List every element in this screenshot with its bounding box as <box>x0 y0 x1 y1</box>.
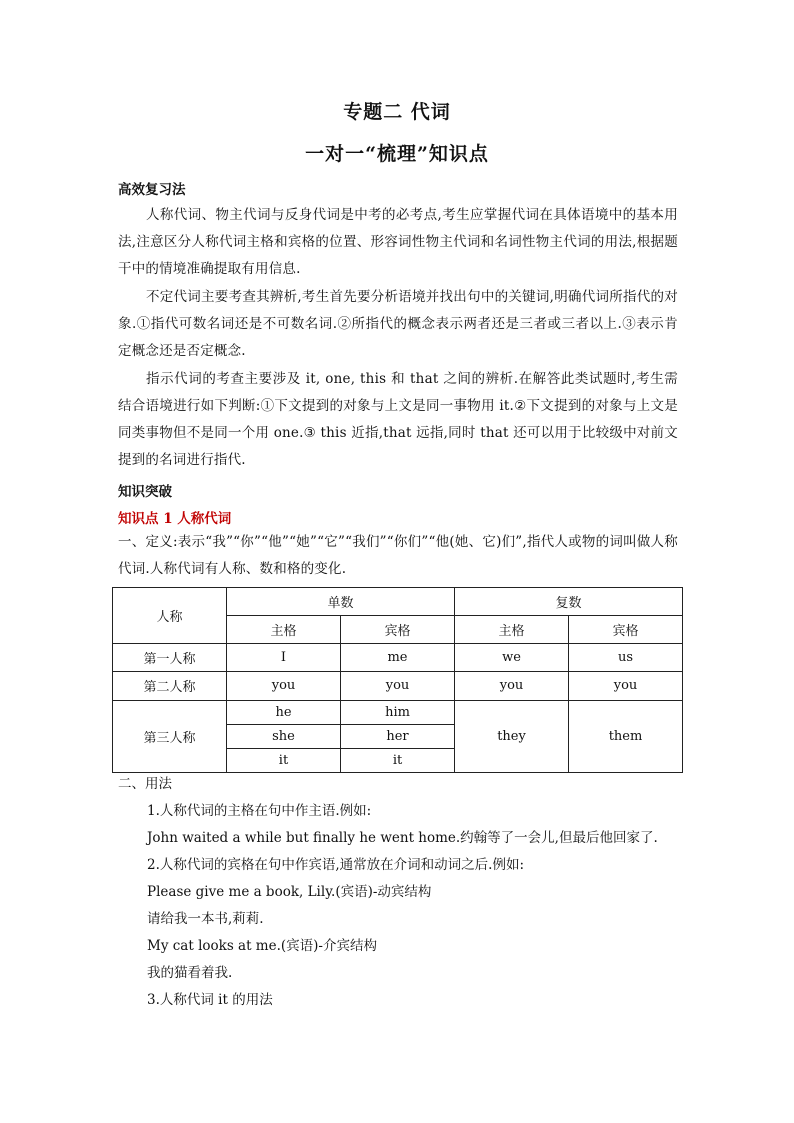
pronoun-table <box>112 587 683 773</box>
cell-third-singular-obj-it: it <box>341 748 455 772</box>
cell-second-plural-obj: you <box>569 672 683 700</box>
usage-line-2: John waited a while but finally he went home.约翰等了一会儿,但最后他回家了. <box>147 830 658 846</box>
usage-line-8: 3.人称代词 it 的用法 <box>147 992 273 1008</box>
review-paragraph-2: 不定代词主要考查其辨析,考生首先要分析语境并找出句中的关键词,明确代词所指代的对象.①指代可数名词还是不可数名词.②所指代的概念表示两者还是三者或三者以上.③表示肯定概念还是否定概念. <box>118 289 678 359</box>
cell-second-singular-subj: you <box>227 672 341 700</box>
header-singular-subjective: 主格 <box>227 616 341 644</box>
row-label-first-person: 第一人称 <box>113 644 227 672</box>
review-heading: 高效复习法 <box>118 182 186 198</box>
cell-third-singular-subj-she: she <box>227 724 341 748</box>
cell-third-plural-obj: them <box>569 700 683 772</box>
row-label-third-person: 第三人称 <box>113 700 227 772</box>
header-plural-objective: 宾格 <box>569 616 683 644</box>
cell-second-singular-obj: you <box>341 672 455 700</box>
header-person: 人称 <box>113 588 227 644</box>
header-plural: 复数 <box>455 588 683 616</box>
cell-third-singular-obj-him: him <box>341 700 455 724</box>
page-title: 专题二 代词 <box>343 101 451 123</box>
review-paragraph-1: 人称代词、物主代词与反身代词是中考的必考点,考生应掌握代词在具体语境中的基本用法,注意区分人称代词主格和宾格的位置、形容词性物主代词和名词性物主代词的用法,根据题干中的情境准确提取有用信息. <box>118 207 678 277</box>
cell-first-singular-obj: me <box>341 644 455 672</box>
usage-line-1: 1.人称代词的主格在句中作主语.例如: <box>147 803 372 819</box>
usage-line-3: 2.人称代词的宾格在句中作宾语,通常放在介词和动词之后.例如: <box>147 857 525 873</box>
header-plural-subjective: 主格 <box>455 616 569 644</box>
review-paragraph-3: 指示代词的考查主要涉及 it, one, this 和 that 之间的辨析.在解答此类试题时,考生需结合语境进行如下判断:①下文提到的对象与上文是同一事物用 it.②下文提到的对象与上文是同类事物但不是同一个用 one.③ this 近指,that 远指,同时 that 还可以用于比较级中对前文提到的名词进行指代. <box>118 371 678 468</box>
cell-first-plural-subj: we <box>455 644 569 672</box>
cell-first-plural-obj: us <box>569 644 683 672</box>
cell-first-singular-subj: I <box>227 644 341 672</box>
definition-paragraph: 一、定义:表示“我”“你”“他”“她”“它”“我们”“你们”“他(她、它)们”,指代人或物的词叫做人称代词.人称代词有人称、数和格的变化. <box>118 534 678 577</box>
cell-third-singular-subj-it: it <box>227 748 341 772</box>
cell-third-singular-subj-he: he <box>227 700 341 724</box>
usage-line-4: Please give me a book, Lily.(宾语)-动宾结构 <box>147 884 432 900</box>
header-singular: 单数 <box>227 588 455 616</box>
cell-third-plural-subj: they <box>455 700 569 772</box>
usage-line-5: 请给我一本书,莉莉. <box>147 911 264 927</box>
row-label-second-person: 第二人称 <box>113 672 227 700</box>
page-subtitle: 一对一“梳理”知识点 <box>305 143 489 165</box>
header-singular-objective: 宾格 <box>341 616 455 644</box>
usage-line-7: 我的猫看着我. <box>147 965 233 981</box>
usage-heading: 二、用法 <box>118 776 172 792</box>
cell-second-plural-subj: you <box>455 672 569 700</box>
knowledge-point-1-heading: 知识点 1 人称代词 <box>118 511 232 527</box>
usage-line-6: My cat looks at me.(宾语)-介宾结构 <box>147 938 377 954</box>
cell-third-singular-obj-her: her <box>341 724 455 748</box>
breakthrough-heading: 知识突破 <box>118 484 172 500</box>
